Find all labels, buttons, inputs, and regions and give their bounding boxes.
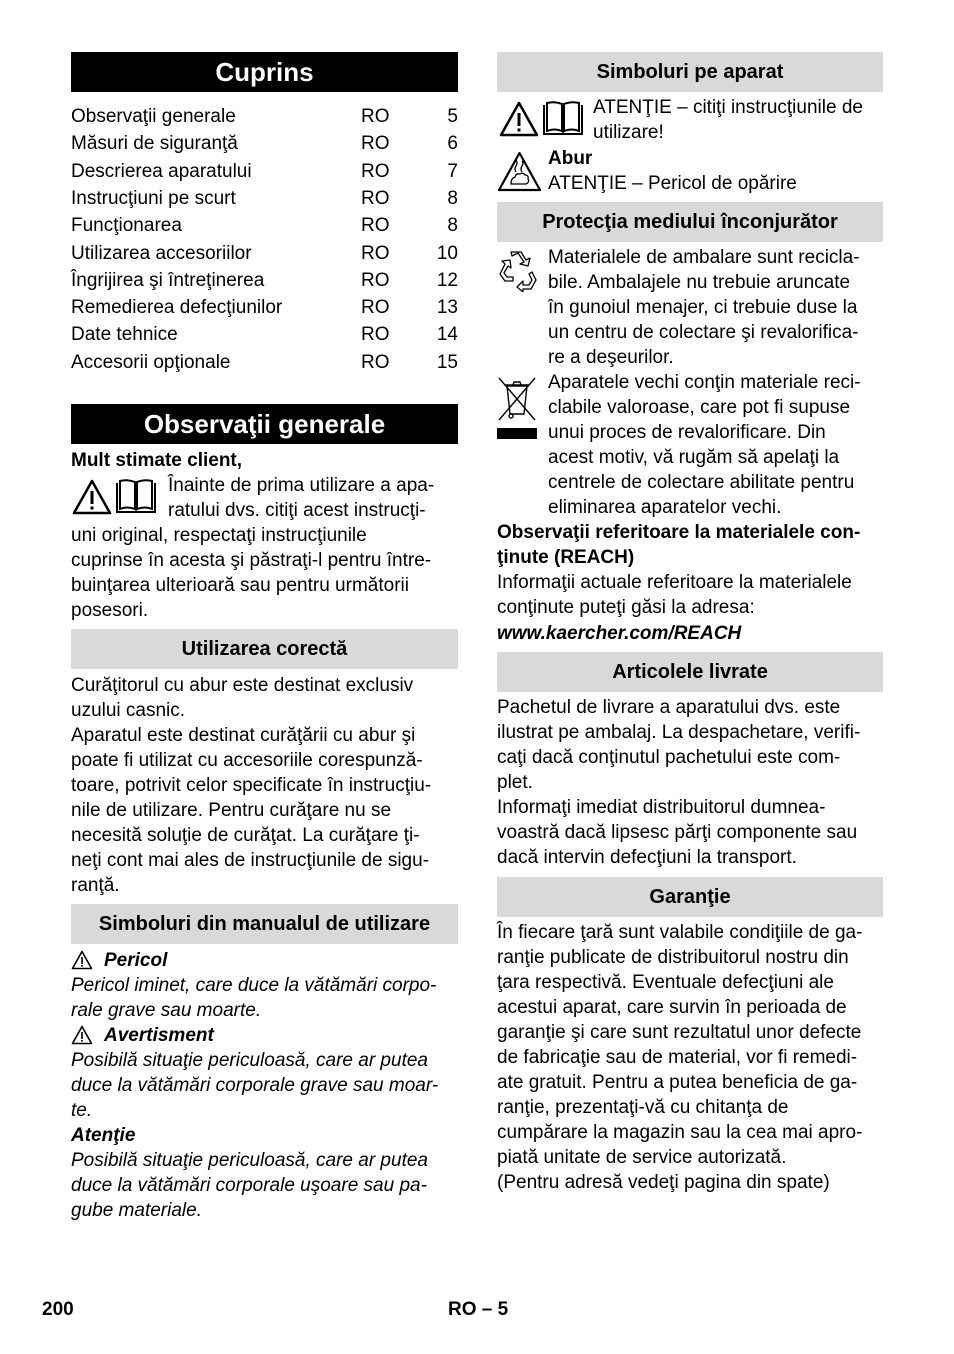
text-line: bile. Ambalajele nu trebuie aruncate (548, 272, 851, 293)
text-line: de fabricaţie sau de material, vor fi remedi- (497, 1047, 858, 1068)
toc-row-page: 7 (447, 160, 458, 182)
text-line: ratului dvs. citiţi acest instrucţi- (168, 500, 426, 521)
warning-label: Avertisment (104, 1025, 214, 1046)
text-line: unui proces de revalorificare. Din (548, 422, 826, 443)
text-line: Aparatul este destinat curăţării cu abur şi (71, 725, 416, 746)
text-line: uni original, respectaţi instrucţiunile (71, 525, 367, 546)
delivery-title-bar (497, 652, 883, 692)
text-line: Observaţii referitoare la materialele con- (497, 522, 861, 543)
toc-row-code: RO (361, 269, 390, 291)
recycling-icon (497, 250, 539, 292)
text-line: Informaţii actuale referitoare la materialele (497, 572, 852, 593)
toc-row[interactable] (71, 158, 458, 185)
toc-row-title: Accesorii opţionale (71, 351, 231, 373)
toc-row-code: RO (361, 242, 390, 264)
warning-triangle-icon (499, 101, 539, 137)
crossed-bin-icon (497, 376, 537, 422)
toc-row[interactable] (71, 212, 458, 239)
toc-row[interactable] (71, 240, 458, 267)
text-line: duce la vătămări corporale uşoare sau pa- (71, 1175, 427, 1196)
toc-row[interactable] (71, 267, 458, 294)
toc-row-title: Date tehnice (71, 324, 178, 346)
toc-row-code: RO (361, 160, 390, 182)
text-line: Materialele de ambalare sunt recicla- (548, 247, 860, 268)
warranty-title-bar (497, 877, 883, 917)
toc-row-page: 8 (447, 215, 458, 237)
footer-section: RO – 5 (448, 1299, 509, 1320)
text-line: cuprinse în acesta şi păstraţi-l pentru între- (71, 550, 432, 571)
toc-row[interactable] (71, 321, 458, 348)
crossed-bin-bar (497, 428, 537, 439)
text-line: posesori. (71, 600, 149, 621)
text-line: în gunoiul menajer, ci trebuie duse la (548, 297, 858, 318)
correct-use-title-bar (71, 629, 458, 669)
toc-row-page: 8 (447, 187, 458, 209)
toc-row-code: RO (361, 133, 390, 155)
toc-row[interactable] (71, 103, 458, 130)
text-line: neţi cont mai ales de instrucţiunile de sigu- (71, 850, 430, 871)
toc-row-title: Funcţionarea (71, 215, 182, 237)
text-line: clabile valoroase, care pot fi supuse (548, 397, 851, 418)
text-line: plet. (497, 772, 533, 793)
text-line: Pericol iminet, care duce la vătămări corpo- (71, 975, 437, 996)
reach-url[interactable]: www.kaercher.com/REACH (497, 623, 742, 644)
text-line: ate gratuit. Pentru a putea beneficia de ga- (497, 1072, 858, 1093)
text-line: eliminarea aparatelor vechi. (548, 497, 782, 518)
text-line: buinţarea ulterioară sau pentru următorii (71, 575, 409, 596)
text-line: ranţă. (71, 875, 120, 896)
steam-label: Abur (548, 148, 593, 169)
toc-row-title: Observaţii generale (71, 106, 236, 127)
toc-row-page: 14 (436, 324, 458, 346)
correct-use-title: Utilizarea corectă (181, 638, 348, 660)
warning-small-triangle-icon (71, 1025, 93, 1045)
toc-title-bar (71, 52, 458, 92)
text-line: acestui aparat, care survin în perioada de (497, 997, 847, 1018)
toc-row-page: 6 (447, 133, 458, 155)
toc-row-code: RO (361, 106, 390, 127)
text-line: Pachetul de livrare a aparatului dvs. este (497, 697, 841, 718)
text-line: Aparatele vechi conţin materiale reci- (548, 372, 861, 393)
text-line: utilizare! (593, 122, 664, 143)
text-line: poate fi utilizat cu accesoriile corespunză- (71, 750, 423, 771)
device-symbols-title-bar (497, 52, 883, 92)
page-number: 200 (42, 1299, 74, 1320)
toc-row-title: Descrierea aparatului (71, 160, 252, 182)
read-manual-icon (114, 479, 158, 515)
text-line: re a deşeurilor. (548, 347, 674, 368)
salutation: Mult stimate client, (71, 450, 243, 471)
text-line: În fiecare ţară sunt valabile condiţiile de ga- (497, 922, 863, 943)
general-title-bar (71, 404, 458, 444)
text-line: ATENŢIE – citiţi instrucţiunile de (593, 97, 863, 118)
toc-row[interactable] (71, 349, 458, 376)
text-line: piată unitate de service autorizată. (497, 1147, 787, 1168)
toc-row-page: 13 (436, 297, 458, 319)
text-line: rale grave sau moarte. (71, 1000, 262, 1021)
text-line: Posibilă situaţie periculoasă, care ar putea (71, 1050, 428, 1071)
text-line: cumpărare la magazin sau la cea mai apro- (497, 1122, 863, 1143)
toc-row-code: RO (361, 297, 390, 319)
device-symbols-title: Simboluri pe aparat (596, 61, 784, 83)
toc-row-page: 5 (447, 106, 458, 127)
read-manual-icon (541, 101, 585, 137)
toc-row[interactable] (71, 185, 458, 212)
danger-label: Pericol (104, 950, 168, 971)
text-line: Informaţi imediat distribuitorul dumnea- (497, 797, 826, 818)
text-line: conţinute puteţi găsi la adresa: (497, 597, 755, 618)
toc-row-code: RO (361, 324, 390, 346)
delivery-title: Articolele livrate (612, 661, 768, 683)
toc-row-title: Îngrijirea şi întreţinerea (71, 269, 265, 291)
text-line: acest motiv, vă rugăm să apelaţi la (548, 447, 840, 468)
warning-triangle-icon (72, 479, 112, 515)
toc-row-title: Remedierea defecţiunilor (71, 297, 283, 319)
text-line: ţinute (REACH) (497, 547, 635, 568)
text-line: dacă intervin defecţiuni la transport. (497, 847, 797, 868)
text-line: garanţie şi care sunt rezultatul unor defecte (497, 1022, 862, 1043)
toc-row-title: Instrucţiuni pe scurt (71, 187, 236, 209)
text-line: ţara respectivă. Eventuale defecţiuni ale (497, 972, 834, 993)
text-line: caţi dacă conţinutul pachetului este com- (497, 747, 841, 768)
toc-row-code: RO (361, 187, 390, 209)
text-line: toare, potrivit celor specificate în instrucţiu- (71, 775, 432, 796)
text-line: ranţie publicate de distribuitorul nostru din (497, 947, 849, 968)
text-line: voastră dacă lipsesc părţi componente sau (497, 822, 858, 843)
warranty-title: Garanţie (649, 886, 731, 908)
text-line: ilustrat pe ambalaj. La despachetare, verifi- (497, 722, 861, 743)
manual-symbols-title: Simboluri din manualul de utilizare (98, 913, 431, 935)
caution-label: Atenţie (71, 1125, 136, 1146)
danger-triangle-icon (71, 950, 93, 970)
text-line: Înainte de prima utilizare a apa- (168, 475, 435, 496)
hot-steam-warning-icon (497, 151, 542, 192)
toc-row-title: Utilizarea accesoriilor (71, 242, 252, 264)
environment-title-bar (497, 202, 883, 242)
text-line: centrele de colectare abilitate pentru (548, 472, 855, 493)
environment-title: Protecţia mediului înconjurător (542, 211, 838, 233)
steam-text: ATENŢIE – Pericol de opărire (548, 173, 797, 194)
text-line: necesită soluţie de curăţat. La curăţare ţi- (71, 825, 420, 846)
toc-row[interactable] (71, 294, 458, 321)
general-title: Observaţii generale (143, 409, 386, 439)
toc-row-title: Măsuri de siguranţă (71, 133, 238, 155)
text-line: duce la vătămări corporale grave sau moar- (71, 1075, 439, 1096)
text-line: gube materiale. (71, 1200, 202, 1221)
text-line: ranţie, prezentaţi-vă cu chitanţa de (497, 1097, 789, 1118)
toc-row-code: RO (361, 215, 390, 237)
toc-row-page: 15 (436, 351, 458, 373)
text-line: Curăţitorul cu abur este destinat exclusiv (71, 675, 414, 696)
text-line: nile de utilizare. Pentru curăţare nu se (71, 800, 392, 821)
text-line: Posibilă situaţie periculoasă, care ar putea (71, 1150, 428, 1171)
toc-row-page: 10 (436, 242, 458, 264)
text-line: uzului casnic. (71, 700, 186, 721)
text-line: un centru de colectare şi revalorifica- (548, 322, 859, 343)
toc-title: Cuprins (215, 57, 314, 87)
manual-symbols-title-bar (71, 904, 458, 944)
toc-row[interactable] (71, 130, 458, 157)
text-line: te. (71, 1100, 93, 1121)
text-line: (Pentru adresă vedeţi pagina din spate) (497, 1172, 830, 1193)
toc-row-page: 12 (436, 269, 458, 291)
toc-row-code: RO (361, 351, 390, 373)
